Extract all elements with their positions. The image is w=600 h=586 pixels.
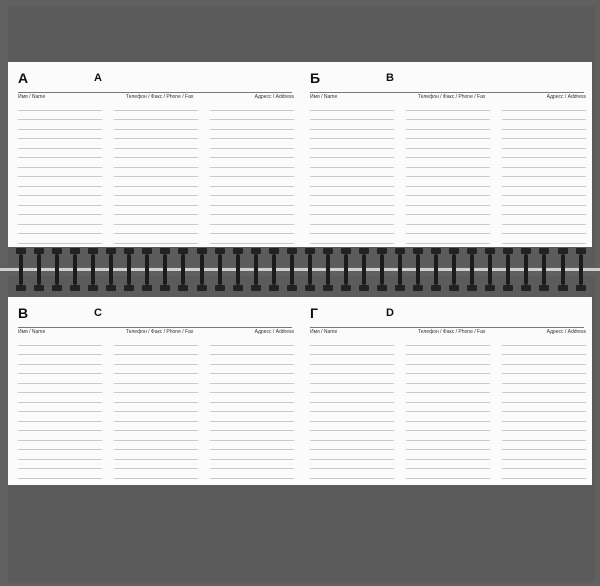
bottom-page: [8, 297, 592, 485]
ruled-line: [210, 168, 294, 178]
ruled-line: [502, 450, 586, 460]
address-column: [502, 328, 586, 479]
ruled-line: [406, 111, 490, 121]
ruled-line: [18, 225, 102, 235]
column-header: Имя / Name: [18, 94, 46, 100]
ruled-line: [114, 225, 198, 235]
ruled-line: [210, 384, 294, 394]
ruled-line: [310, 206, 394, 216]
section-b: [300, 62, 592, 247]
section-v: [8, 297, 300, 485]
ruled-line: [310, 215, 394, 225]
ruled-line: [406, 168, 490, 178]
ruled-line: [310, 441, 394, 451]
ruled-line: [210, 412, 294, 422]
phone-column: [114, 328, 198, 479]
top-page: [8, 62, 592, 247]
column-header: Адресс / Address: [546, 329, 586, 335]
ruled-line: [502, 431, 586, 441]
ruled-line: [114, 336, 198, 346]
address-column: [210, 93, 294, 244]
ruled-line: [502, 365, 586, 375]
ruled-line: [18, 441, 102, 451]
ruled-line: [114, 158, 198, 168]
ruled-line: [502, 234, 586, 244]
ruled-line: [210, 130, 294, 140]
ruled-line: [210, 225, 294, 235]
ruled-line: [210, 215, 294, 225]
ruled-line: [502, 196, 586, 206]
ruled-line: [18, 450, 102, 460]
section-letter: Г: [310, 305, 318, 321]
ruled-line: [502, 177, 586, 187]
ruled-line: [310, 450, 394, 460]
name-column: [310, 93, 394, 244]
ruled-line: [210, 374, 294, 384]
ruled-line: [406, 346, 490, 356]
ruled-line: [406, 441, 490, 451]
ruled-line: [406, 384, 490, 394]
ruled-line: [114, 130, 198, 140]
ruled-line: [18, 393, 102, 403]
ruled-line: [310, 412, 394, 422]
ruled-line: [502, 393, 586, 403]
ruled-line: [18, 206, 102, 216]
ruled-line: [310, 120, 394, 130]
ruled-line: [406, 158, 490, 168]
ruled-line: [210, 450, 294, 460]
ruled-line: [406, 234, 490, 244]
ruled-line: [310, 384, 394, 394]
ruled-line: [114, 384, 198, 394]
section-letter-latin: A: [94, 72, 102, 84]
ruled-line: [406, 450, 490, 460]
ruled-line: [310, 234, 394, 244]
address-column: [502, 93, 586, 244]
column-header: Телефон / Факс / Phone / Fax: [418, 94, 486, 100]
ruled-line: [310, 158, 394, 168]
ruled-line: [502, 346, 586, 356]
ruled-line: [502, 111, 586, 121]
ruled-line: [18, 422, 102, 432]
ruled-line: [114, 355, 198, 365]
column-header: Имя / Name: [310, 94, 338, 100]
section-a: [8, 62, 300, 247]
ruled-line: [210, 187, 294, 197]
ruled-line: [114, 412, 198, 422]
column-header: Адресс / Address: [546, 94, 586, 100]
ruled-line: [114, 460, 198, 470]
ruled-line: [114, 365, 198, 375]
ruled-line: [210, 422, 294, 432]
ruled-line: [210, 158, 294, 168]
ruled-line: [406, 365, 490, 375]
ruled-line: [18, 374, 102, 384]
ruled-line: [310, 168, 394, 178]
column-header: Адресс / Address: [254, 329, 294, 335]
ruled-line: [18, 130, 102, 140]
section-letter-latin: C: [94, 307, 102, 319]
spiral-binding: [0, 248, 600, 296]
ruled-line: [406, 206, 490, 216]
ruled-line: [114, 177, 198, 187]
ruled-line: [502, 158, 586, 168]
ruled-line: [114, 101, 198, 111]
ruled-line: [114, 139, 198, 149]
ruled-line: [310, 139, 394, 149]
ruled-line: [114, 168, 198, 178]
ruled-line: [114, 120, 198, 130]
ruled-line: [310, 469, 394, 479]
ruled-line: [406, 412, 490, 422]
ruled-line: [18, 111, 102, 121]
ruled-line: [502, 422, 586, 432]
ruled-line: [210, 206, 294, 216]
ruled-line: [210, 177, 294, 187]
ruled-line: [406, 403, 490, 413]
ruled-line: [406, 225, 490, 235]
ruled-line: [502, 441, 586, 451]
ruled-line: [310, 187, 394, 197]
ruled-line: [210, 346, 294, 356]
ruled-line: [406, 187, 490, 197]
ruled-line: [114, 393, 198, 403]
ruled-line: [114, 403, 198, 413]
ruled-line: [502, 215, 586, 225]
ruled-line: [18, 346, 102, 356]
ruled-line: [502, 460, 586, 470]
ruled-line: [502, 168, 586, 178]
ruled-line: [18, 412, 102, 422]
ruled-line: [18, 384, 102, 394]
ruled-line: [18, 158, 102, 168]
ruled-line: [310, 101, 394, 111]
name-column: [18, 328, 102, 479]
address-column: [210, 328, 294, 479]
ruled-line: [502, 412, 586, 422]
ruled-line: [18, 101, 102, 111]
ruled-line: [114, 431, 198, 441]
ruled-line: [210, 139, 294, 149]
ruled-line: [310, 196, 394, 206]
ruled-line: [502, 374, 586, 384]
ruled-line: [18, 215, 102, 225]
ruled-line: [406, 139, 490, 149]
phone-column: [114, 93, 198, 244]
ruled-line: [18, 431, 102, 441]
ruled-line: [114, 206, 198, 216]
ruled-line: [310, 393, 394, 403]
section-letter: В: [18, 305, 29, 321]
ruled-line: [310, 225, 394, 235]
ruled-line: [502, 130, 586, 140]
ruled-line: [114, 187, 198, 197]
ruled-line: [502, 225, 586, 235]
column-header: Имя / Name: [310, 329, 338, 335]
ruled-line: [210, 111, 294, 121]
ruled-line: [502, 149, 586, 159]
ruled-line: [406, 149, 490, 159]
ruled-line: [210, 460, 294, 470]
ruled-line: [310, 422, 394, 432]
ruled-line: [406, 101, 490, 111]
ruled-line: [406, 374, 490, 384]
ruled-line: [406, 469, 490, 479]
ruled-line: [114, 346, 198, 356]
ruled-line: [210, 355, 294, 365]
ruled-line: [310, 431, 394, 441]
ruled-line: [502, 206, 586, 216]
name-column: [18, 93, 102, 244]
ruled-line: [310, 111, 394, 121]
column-header: Телефон / Факс / Phone / Fax: [126, 94, 194, 100]
section-letter: А: [18, 70, 29, 86]
ruled-line: [210, 431, 294, 441]
ruled-line: [310, 149, 394, 159]
ruled-line: [502, 187, 586, 197]
ruled-line: [114, 234, 198, 244]
ruled-line: [18, 120, 102, 130]
section-letter-latin: B: [386, 72, 394, 84]
ruled-line: [406, 177, 490, 187]
ruled-line: [114, 149, 198, 159]
ruled-line: [210, 234, 294, 244]
ruled-line: [406, 460, 490, 470]
ruled-line: [502, 336, 586, 346]
ruled-line: [502, 101, 586, 111]
ruled-line: [502, 120, 586, 130]
section-g: [300, 297, 592, 485]
ruled-line: [406, 431, 490, 441]
ruled-line: [18, 187, 102, 197]
ruled-line: [502, 355, 586, 365]
ruled-line: [310, 355, 394, 365]
ruled-line: [210, 403, 294, 413]
ruled-line: [502, 384, 586, 394]
ruled-line: [310, 346, 394, 356]
ruled-line: [406, 355, 490, 365]
ruled-line: [406, 130, 490, 140]
ruled-line: [502, 139, 586, 149]
ruled-line: [210, 196, 294, 206]
ruled-line: [114, 215, 198, 225]
ruled-line: [406, 120, 490, 130]
section-letter: Б: [310, 70, 321, 86]
ruled-line: [310, 177, 394, 187]
phone-column: [406, 93, 490, 244]
ruled-line: [210, 393, 294, 403]
ruled-line: [18, 460, 102, 470]
ruled-line: [310, 336, 394, 346]
ruled-line: [406, 336, 490, 346]
ruled-line: [210, 469, 294, 479]
column-header: Телефон / Факс / Phone / Fax: [418, 329, 486, 335]
ruled-line: [210, 120, 294, 130]
ruled-line: [406, 215, 490, 225]
ruled-line: [18, 469, 102, 479]
phone-column: [406, 328, 490, 479]
ruled-line: [114, 450, 198, 460]
section-letter-latin: D: [386, 307, 394, 319]
ruled-line: [502, 469, 586, 479]
ruled-line: [18, 403, 102, 413]
ruled-line: [406, 393, 490, 403]
ruled-line: [114, 111, 198, 121]
ruled-line: [18, 365, 102, 375]
ruled-line: [406, 196, 490, 206]
ruled-line: [114, 469, 198, 479]
ruled-line: [310, 374, 394, 384]
ruled-line: [310, 130, 394, 140]
ruled-line: [18, 168, 102, 178]
ruled-line: [18, 355, 102, 365]
ruled-line: [114, 441, 198, 451]
ruled-line: [210, 149, 294, 159]
ruled-line: [406, 422, 490, 432]
ruled-line: [114, 422, 198, 432]
column-header: Телефон / Факс / Phone / Fax: [126, 329, 194, 335]
ruled-line: [18, 196, 102, 206]
ruled-line: [310, 365, 394, 375]
ruled-line: [18, 177, 102, 187]
ruled-line: [210, 101, 294, 111]
ruled-line: [18, 139, 102, 149]
name-column: [310, 328, 394, 479]
ruled-line: [210, 365, 294, 375]
ruled-line: [18, 234, 102, 244]
ruled-line: [18, 149, 102, 159]
ruled-line: [210, 336, 294, 346]
column-header: Имя / Name: [18, 329, 46, 335]
column-header: Адресс / Address: [254, 94, 294, 100]
ruled-line: [114, 196, 198, 206]
ruled-line: [18, 336, 102, 346]
ruled-line: [114, 374, 198, 384]
ruled-line: [502, 403, 586, 413]
ruled-line: [310, 460, 394, 470]
ruled-line: [210, 441, 294, 451]
ruled-line: [310, 403, 394, 413]
